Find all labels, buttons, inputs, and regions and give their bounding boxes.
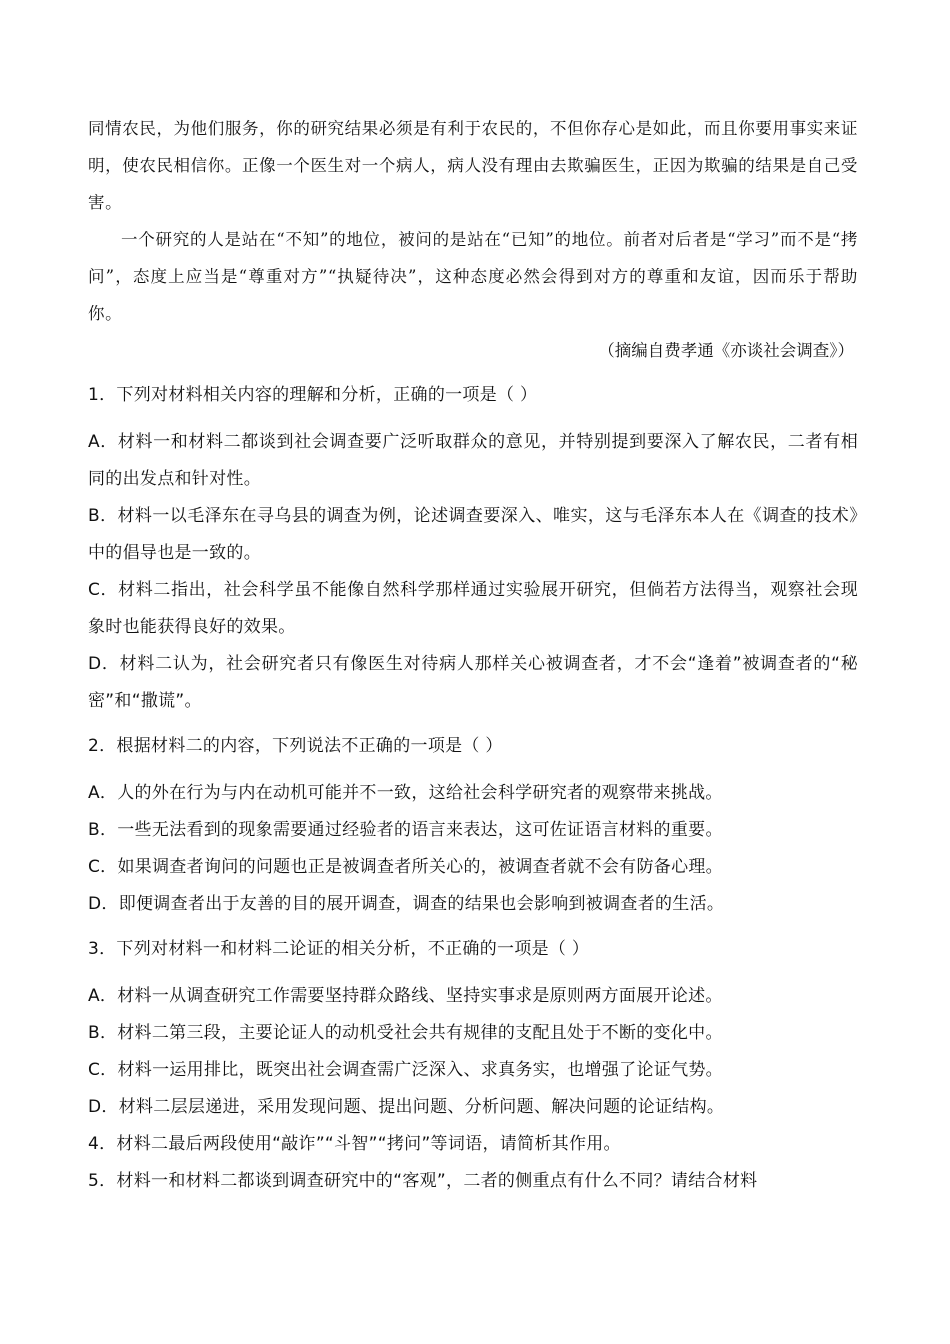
question-3-option-b: B．材料二第三段，主要论证人的动机受社会共有规律的支配且处于不断的变化中。 xyxy=(88,1023,723,1043)
question-3 xyxy=(88,931,858,1126)
question-1-option-b: B．材料一以毛泽东在寻乌县的调查为例，论述调查要深入、唯实，这与毛泽东本人在《调查的技术》中的倡导也是一致的。 xyxy=(88,506,858,563)
question-3-option-c: C．材料一运用排比，既突出社会调查需广泛深入、求真务实，也增强了论证气势。 xyxy=(88,1060,723,1080)
passage-paragraph-2: 一个研究的人是站在“不知”的地位，被问的是站在“已知”的地位。前者对后者是“学习”而不是“拷问”，态度上应当是“尊重对方”“执疑待决”，这种态度必然会得到对方的尊重和友谊，因而乐于帮助你。 xyxy=(88,230,858,323)
question-1 xyxy=(88,377,858,720)
question-5: 5．材料一和材料二都谈到调查研究中的“客观”，二者的侧重点有什么不同？请结合材料 xyxy=(88,1171,758,1191)
question-2-option-a: A．人的外在行为与内在动机可能并不一致，这给社会科学研究者的观察带来挑战。 xyxy=(88,783,723,803)
question-4: 4．材料二最后两段使用“敲诈”“斗智”“拷问”等词语，请简析其作用。 xyxy=(88,1134,621,1154)
question-2-option-c: C．如果调查者询问的问题也正是被调查者所关心的，被调查者就不会有防备心理。 xyxy=(88,857,723,877)
document-page xyxy=(88,110,858,1200)
question-1-option-a: A．材料一和材料二都谈到社会调查要广泛听取群众的意见，并特别提到要深入了解农民，二者有相同的出发点和针对性。 xyxy=(88,432,858,489)
question-2 xyxy=(88,728,858,923)
question-1-option-c: C．材料二指出，社会科学虽不能像自然科学那样通过实验展开研究，但倘若方法得当，观察社会现象时也能获得良好的效果。 xyxy=(88,580,858,637)
question-2-option-b: B．一些无法看到的现象需要通过经验者的语言来表达，这可佐证语言材料的重要。 xyxy=(88,820,723,840)
question-3-stem: 3．下列对材料一和材料二论证的相关分析，不正确的一项是（ ） xyxy=(88,939,590,959)
passage-source: （摘编自费孝通《亦谈社会调查》） xyxy=(598,341,854,360)
question-1-stem: 1．下列对材料相关内容的理解和分析，正确的一项是（ ） xyxy=(88,385,538,405)
question-1-option-d: D．材料二认为，社会研究者只有像医生对待病人那样关心被调查者，才不会“逢着”被调查者的“秘密”和“撒谎”。 xyxy=(88,654,858,711)
passage-paragraph-1: 同情农民，为他们服务，你的研究结果必须是有利于农民的，不但你存心是如此，而且你要用事实来证明，使农民相信你。正像一个医生对一个病人，病人没有理由去欺骗医生，正因为欺骗的结果是自己受害。 xyxy=(88,119,858,212)
question-2-option-d: D．即便调查者出于友善的目的展开调查，调查的结果也会影响到被调查者的生活。 xyxy=(88,894,725,914)
question-3-option-d: D．材料二层层递进，采用发现问题、提出问题、分析问题、解决问题的论证结构。 xyxy=(88,1097,725,1117)
question-2-stem: 2．根据材料二的内容，下列说法不正确的一项是（ ） xyxy=(88,736,503,756)
question-3-option-a: A．材料一从调查研究工作需要坚持群众路线、坚持实事求是原则两方面展开论述。 xyxy=(88,986,723,1006)
